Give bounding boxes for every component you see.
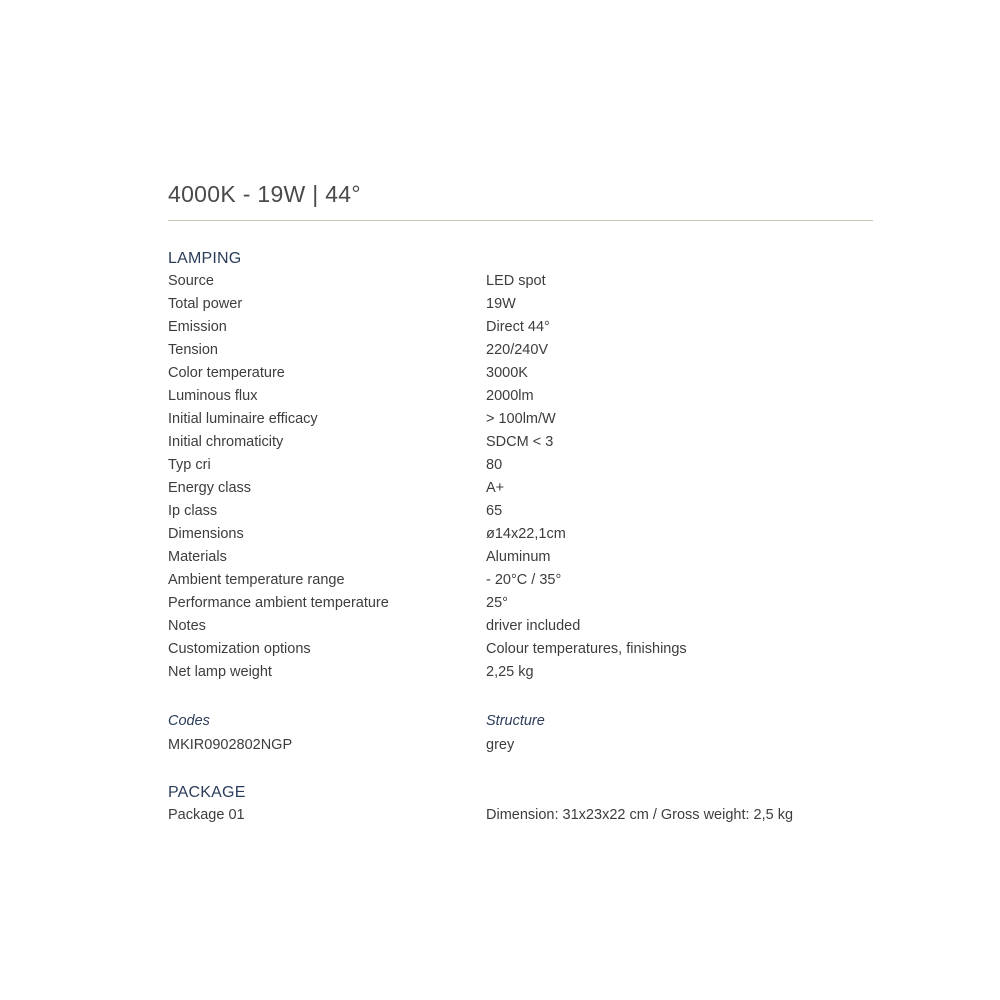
spec-value: 220/240V [486, 342, 549, 358]
codes-heading: Codes [168, 713, 210, 729]
spec-value: Aluminum [486, 549, 551, 565]
spec-row [168, 339, 873, 362]
spec-value: Direct 44° [486, 319, 550, 335]
spec-value: A+ [486, 480, 505, 496]
spec-value: 2,25 kg [486, 664, 534, 680]
spec-label: Emission [168, 319, 227, 335]
structure-column [486, 709, 545, 757]
spec-label: Tension [168, 342, 218, 358]
package-section [168, 781, 873, 827]
spec-row [168, 454, 873, 477]
spec-row [168, 661, 873, 684]
spec-value: 65 [486, 503, 503, 519]
spec-row [168, 638, 873, 661]
spec-value: 2000lm [486, 388, 534, 404]
spec-row [168, 592, 873, 615]
spec-row [168, 362, 873, 385]
spec-label: Dimensions [168, 526, 244, 542]
spec-label: Performance ambient temperature [168, 595, 389, 611]
spec-label: Notes [168, 618, 206, 634]
spec-value: driver included [486, 618, 581, 634]
codes-column [168, 709, 486, 757]
spec-value: 25° [486, 595, 508, 611]
spec-row [168, 270, 873, 293]
structure-value: grey [486, 737, 515, 753]
spec-value: SDCM < 3 [486, 434, 554, 450]
spec-label: Source [168, 273, 214, 289]
spec-label: Materials [168, 549, 227, 565]
spec-value: - 20°C / 35° [486, 572, 562, 588]
spec-row [168, 293, 873, 316]
spec-label: Ip class [168, 503, 218, 519]
title-divider [168, 220, 873, 221]
package-value: Dimension: 31x23x22 cm / Gross weight: 2,5 kg [486, 807, 794, 823]
package-label: Package 01 [168, 807, 245, 823]
spec-value: ø14x22,1cm [486, 526, 566, 542]
spec-value: 3000K [486, 365, 528, 381]
spec-label: Total power [168, 296, 243, 312]
spec-label: Energy class [168, 480, 252, 496]
lamping-heading: LAMPING [168, 250, 242, 267]
lamping-table [168, 270, 873, 684]
spec-row [168, 546, 873, 569]
spec-value: 19W [486, 296, 516, 312]
spec-label: Initial luminaire efficacy [168, 411, 318, 427]
spec-label: Luminous flux [168, 388, 258, 404]
codes-structure-block [168, 709, 873, 757]
spec-row [168, 431, 873, 454]
spec-sheet [168, 176, 873, 827]
structure-heading: Structure [486, 713, 545, 729]
product-code: MKIR0902802NGP [168, 737, 293, 753]
page-title: 4000K - 19W | 44° [168, 181, 361, 207]
spec-value: Colour temperatures, finishings [486, 641, 687, 657]
spec-row [168, 615, 873, 638]
spec-label: Ambient temperature range [168, 572, 345, 588]
spec-value: > 100lm/W [486, 411, 556, 427]
spec-row [168, 477, 873, 500]
spec-label: Color temperature [168, 365, 285, 381]
spec-label: Typ cri [168, 457, 211, 473]
spec-value: LED spot [486, 273, 546, 289]
spec-row [168, 500, 873, 523]
spec-label: Net lamp weight [168, 664, 272, 680]
spec-row [168, 523, 873, 546]
package-row [168, 804, 873, 827]
spec-row [168, 316, 873, 339]
package-heading: PACKAGE [168, 784, 246, 801]
spec-row [168, 385, 873, 408]
spec-value: 80 [486, 457, 503, 473]
spec-label: Initial chromaticity [168, 434, 284, 450]
spec-row [168, 408, 873, 431]
spec-label: Customization options [168, 641, 311, 657]
spec-row [168, 569, 873, 592]
